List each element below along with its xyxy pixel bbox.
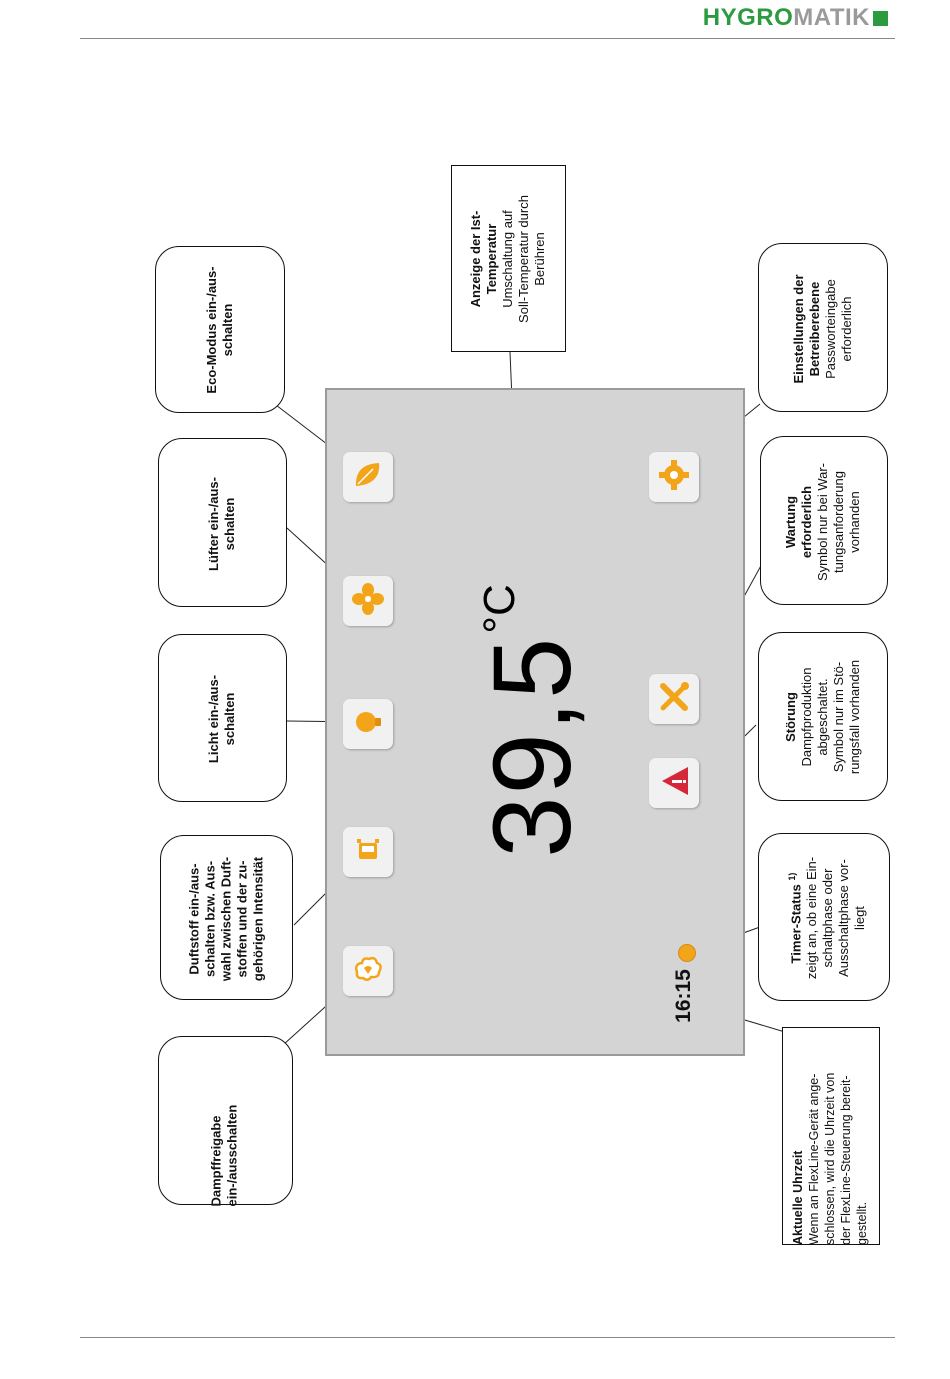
temperature-display[interactable] [471,571,594,871]
light-bulb-icon [351,705,385,744]
leaf-icon [351,458,385,497]
light-button[interactable] [343,699,393,749]
warning-triangle-icon [656,763,692,804]
fragrance-button[interactable] [343,827,393,877]
brand-logo: HYGROMATIK [703,4,888,32]
eco-mode-button[interactable] [343,452,393,502]
callout-maintenance: Wartung erforderlich Symbol nur bei War- tungsanforderung vorhanden [760,436,888,605]
fault-indicator[interactable] [649,758,699,808]
callout-current-time: Aktuelle Uhrzeit Wenn an FlexLine-Gerät ange- schlossen, wird die Uhrzeit von der FlexLine-Steuerung bereit- gestellt. [782,1027,880,1245]
callout-eco-mode: Eco-Modus ein-/aus- schalten [155,246,285,413]
steam-icon [351,952,385,991]
tools-icon [657,680,691,719]
callout-fan: Lüfter ein-/aus- schalten [158,438,287,607]
callout-timer-status: Timer-Status $^{1)}$ zeigt an, ob eine Ein- schaltphase oder Ausschaltphase vor- liegt [758,833,890,1001]
temperature-value: 39,5 [471,635,594,858]
callout-temperature: Anzeige der Ist- Temperatur Umschaltung auf Soll-Temperatur durch Berühren [451,165,566,352]
callout-steam-release: Dampffreigabe ein-/ausschalten [158,1036,293,1205]
fan-icon [351,582,385,621]
steam-release-button[interactable] [343,946,393,996]
callout-light: Licht ein-/aus- schalten [158,634,287,802]
callout-fault: Störung Dampfproduktion abgeschaltet. Symbol nur im Stö- rungsfall vorhanden [758,632,888,801]
temperature-unit: °C [475,584,524,634]
operator-settings-button[interactable] [649,452,699,502]
fan-button[interactable] [343,576,393,626]
callout-fragrance: Duftstoff ein-/aus- schalten bzw. Aus- wahl zwischen Duft- stoffen und der zu- gehörigen Intensität [160,835,293,1000]
clock-time[interactable]: 16:15 [672,969,695,1023]
gear-icon [657,458,691,497]
timer-status-indicator[interactable] [678,944,696,962]
control-panel-display [325,388,745,1056]
callout-settings: Einstellungen der Betreiberebene Passworteingabe erforderlich [758,243,888,412]
maintenance-indicator[interactable] [649,674,699,724]
fragrance-icon [351,833,385,872]
